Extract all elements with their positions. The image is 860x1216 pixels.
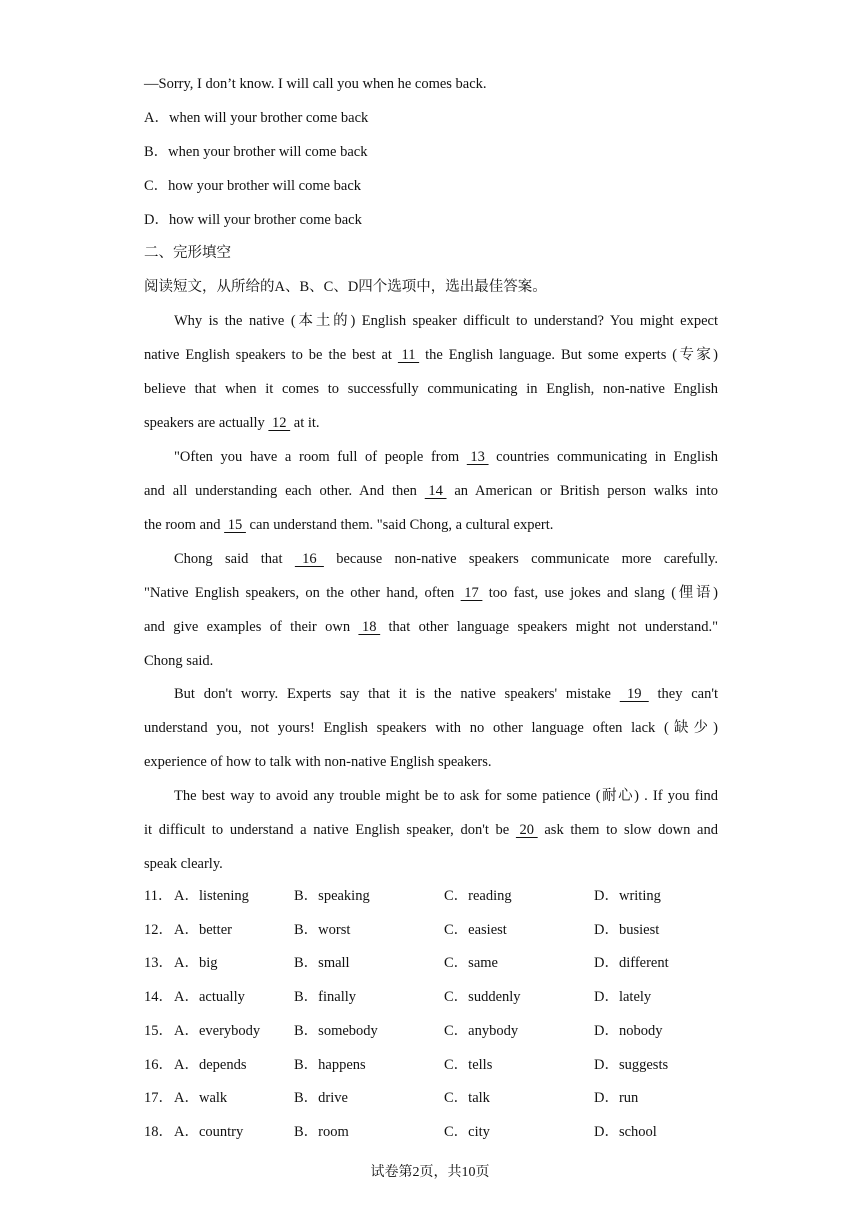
blank-16: 16 xyxy=(294,551,324,567)
option-text: when will your brother come back xyxy=(168,110,369,126)
passage-text: because non-native speakers communicate more carefully. xyxy=(323,551,718,567)
blank-15: 15 xyxy=(224,517,246,533)
option-text: how will your brother come back xyxy=(168,212,362,228)
choice-d: D．different xyxy=(594,955,669,971)
choice-c: C．suddenly xyxy=(444,989,521,1005)
blank-17: 17 xyxy=(460,585,483,601)
passage-text: that other language speakers might not understand." xyxy=(380,619,718,635)
passage-text: an American or British person walks into xyxy=(446,483,719,499)
page-footer: 试卷第2页，共10页 xyxy=(370,1165,490,1180)
option-label: D． xyxy=(144,212,169,228)
passage-line: believe that when it comes to successfully communicating in English, non-native English xyxy=(144,381,718,397)
q10-option-b xyxy=(144,142,718,176)
choice-b: B．somebody xyxy=(294,1023,378,1039)
choice-b: B．small xyxy=(294,955,350,971)
passage-text: native English speakers to be the best at xyxy=(144,347,398,363)
option-label: B． xyxy=(144,144,169,160)
choice-d: D．nobody xyxy=(594,1023,663,1039)
choice-a: A．better xyxy=(174,922,232,938)
choice-a: A．depends xyxy=(174,1057,247,1073)
option-label: C． xyxy=(144,178,169,194)
choice-row xyxy=(144,953,724,977)
choice-b: B．speaking xyxy=(294,888,370,904)
option-text: how your brother will come back xyxy=(168,178,362,194)
question-number: 14． xyxy=(144,989,173,1005)
passage-text: can understand them. "said Chong, a cultural expert. xyxy=(245,517,554,533)
passage-line xyxy=(144,481,718,515)
choice-b: B．happens xyxy=(294,1057,366,1073)
question-number: 15． xyxy=(144,1023,173,1039)
passage-text: the room and xyxy=(144,517,225,533)
choice-row xyxy=(144,987,724,1011)
option-text: when your brother will come back xyxy=(168,144,368,160)
passage-line xyxy=(144,617,718,651)
choice-d: D．run xyxy=(594,1090,639,1106)
blank-13: 13 xyxy=(466,449,489,465)
choice-a: A．walk xyxy=(174,1090,228,1106)
passage-text: Chong said that xyxy=(174,551,295,567)
passage-line: experience of how to talk with non-native English speakers. xyxy=(144,754,492,770)
passage-line: Why is the native (本土的) English speaker difficult to understand? You might expect xyxy=(174,313,718,329)
passage-text: they can't xyxy=(648,686,718,702)
choice-a: A．country xyxy=(174,1124,244,1140)
passage-text: it difficult to understand a native English speaker, don't be xyxy=(144,822,516,838)
choice-row xyxy=(144,1122,724,1146)
question-number: 16． xyxy=(144,1057,173,1073)
passage-text: too fast, use jokes and slang (俚语) xyxy=(482,585,718,601)
passage-line xyxy=(174,549,718,583)
question-number: 11． xyxy=(144,888,173,904)
passage-line: The best way to avoid any trouble might be to ask for some patience (耐心) . If you find xyxy=(174,788,718,804)
question-number: 18． xyxy=(144,1124,173,1140)
passage-line: Chong said. xyxy=(144,653,214,669)
choice-row xyxy=(144,920,724,944)
q10-option-c xyxy=(144,176,718,210)
option-label: A． xyxy=(144,110,169,126)
question-number: 12． xyxy=(144,922,173,938)
blank-11: 11 xyxy=(397,347,420,363)
blank-18: 18 xyxy=(358,619,381,635)
passage-line xyxy=(174,684,718,718)
choice-row xyxy=(144,1088,724,1112)
choice-c: C．same xyxy=(444,955,498,971)
passage-line xyxy=(144,515,718,549)
passage-line: understand you, not yours! English speakers with no other language often lack (缺少) xyxy=(144,720,718,736)
passage-text: "Native English speakers, on the other hand, often xyxy=(144,585,461,601)
passage-text: and all understanding each other. And then xyxy=(144,483,425,499)
choice-d: D．busiest xyxy=(594,922,660,938)
choice-row xyxy=(144,886,724,910)
blank-14: 14 xyxy=(424,483,447,499)
choice-b: B．worst xyxy=(294,922,351,938)
blank-12: 12 xyxy=(268,415,291,431)
choice-c: C．anybody xyxy=(444,1023,519,1039)
passage-text: at it. xyxy=(290,415,320,431)
section-instruction: 阅读短文，从所给的A、B、C、D四个选项中，选出最佳答案。 xyxy=(144,279,547,295)
choice-a: A．everybody xyxy=(174,1023,261,1039)
choice-a: A．big xyxy=(174,955,218,971)
choice-c: C．tells xyxy=(444,1057,493,1073)
choice-c: C．reading xyxy=(444,888,512,904)
question-number: 13． xyxy=(144,955,173,971)
choice-c: C．easiest xyxy=(444,922,507,938)
passage-text: But don't worry. Experts say that it is the native speakers' mistake xyxy=(174,686,620,702)
choice-a: A．actually xyxy=(174,989,245,1005)
passage-text: "Often you have a room full of people from xyxy=(174,449,467,465)
choice-c: C．talk xyxy=(444,1090,490,1106)
blank-20: 20 xyxy=(515,822,538,838)
passage-text: speakers are actually xyxy=(144,415,269,431)
passage-text: the English language. But some experts (专家) xyxy=(419,347,718,363)
q10-answer-line: —Sorry, I don’t know. I will call you when he comes back. xyxy=(144,76,487,92)
passage-line xyxy=(144,583,718,617)
choice-b: B．room xyxy=(294,1124,349,1140)
q10-option-d xyxy=(144,210,718,244)
q10-option-a xyxy=(144,108,718,142)
question-number: 17． xyxy=(144,1090,173,1106)
passage-line xyxy=(144,345,718,379)
passage-line xyxy=(174,447,718,481)
choice-d: D．suggests xyxy=(594,1057,669,1073)
choice-b: B．drive xyxy=(294,1090,348,1106)
blank-19: 19 xyxy=(619,686,649,702)
passage-text: countries communicating in English xyxy=(488,449,718,465)
choice-c: C．city xyxy=(444,1124,490,1140)
choice-row xyxy=(144,1021,724,1045)
passage-text: ask them to slow down and xyxy=(537,822,718,838)
choice-row xyxy=(144,1055,724,1079)
passage-text: and give examples of their own xyxy=(144,619,359,635)
passage-line xyxy=(144,820,718,854)
choice-b: B．finally xyxy=(294,989,357,1005)
choice-d: D．lately xyxy=(594,989,652,1005)
passage-line: speak clearly. xyxy=(144,856,223,872)
choice-a: A．listening xyxy=(174,888,249,904)
section-title: 二、完形填空 xyxy=(144,245,231,261)
passage-line xyxy=(144,413,718,447)
choice-d: D．school xyxy=(594,1124,657,1140)
choice-d: D．writing xyxy=(594,888,661,904)
